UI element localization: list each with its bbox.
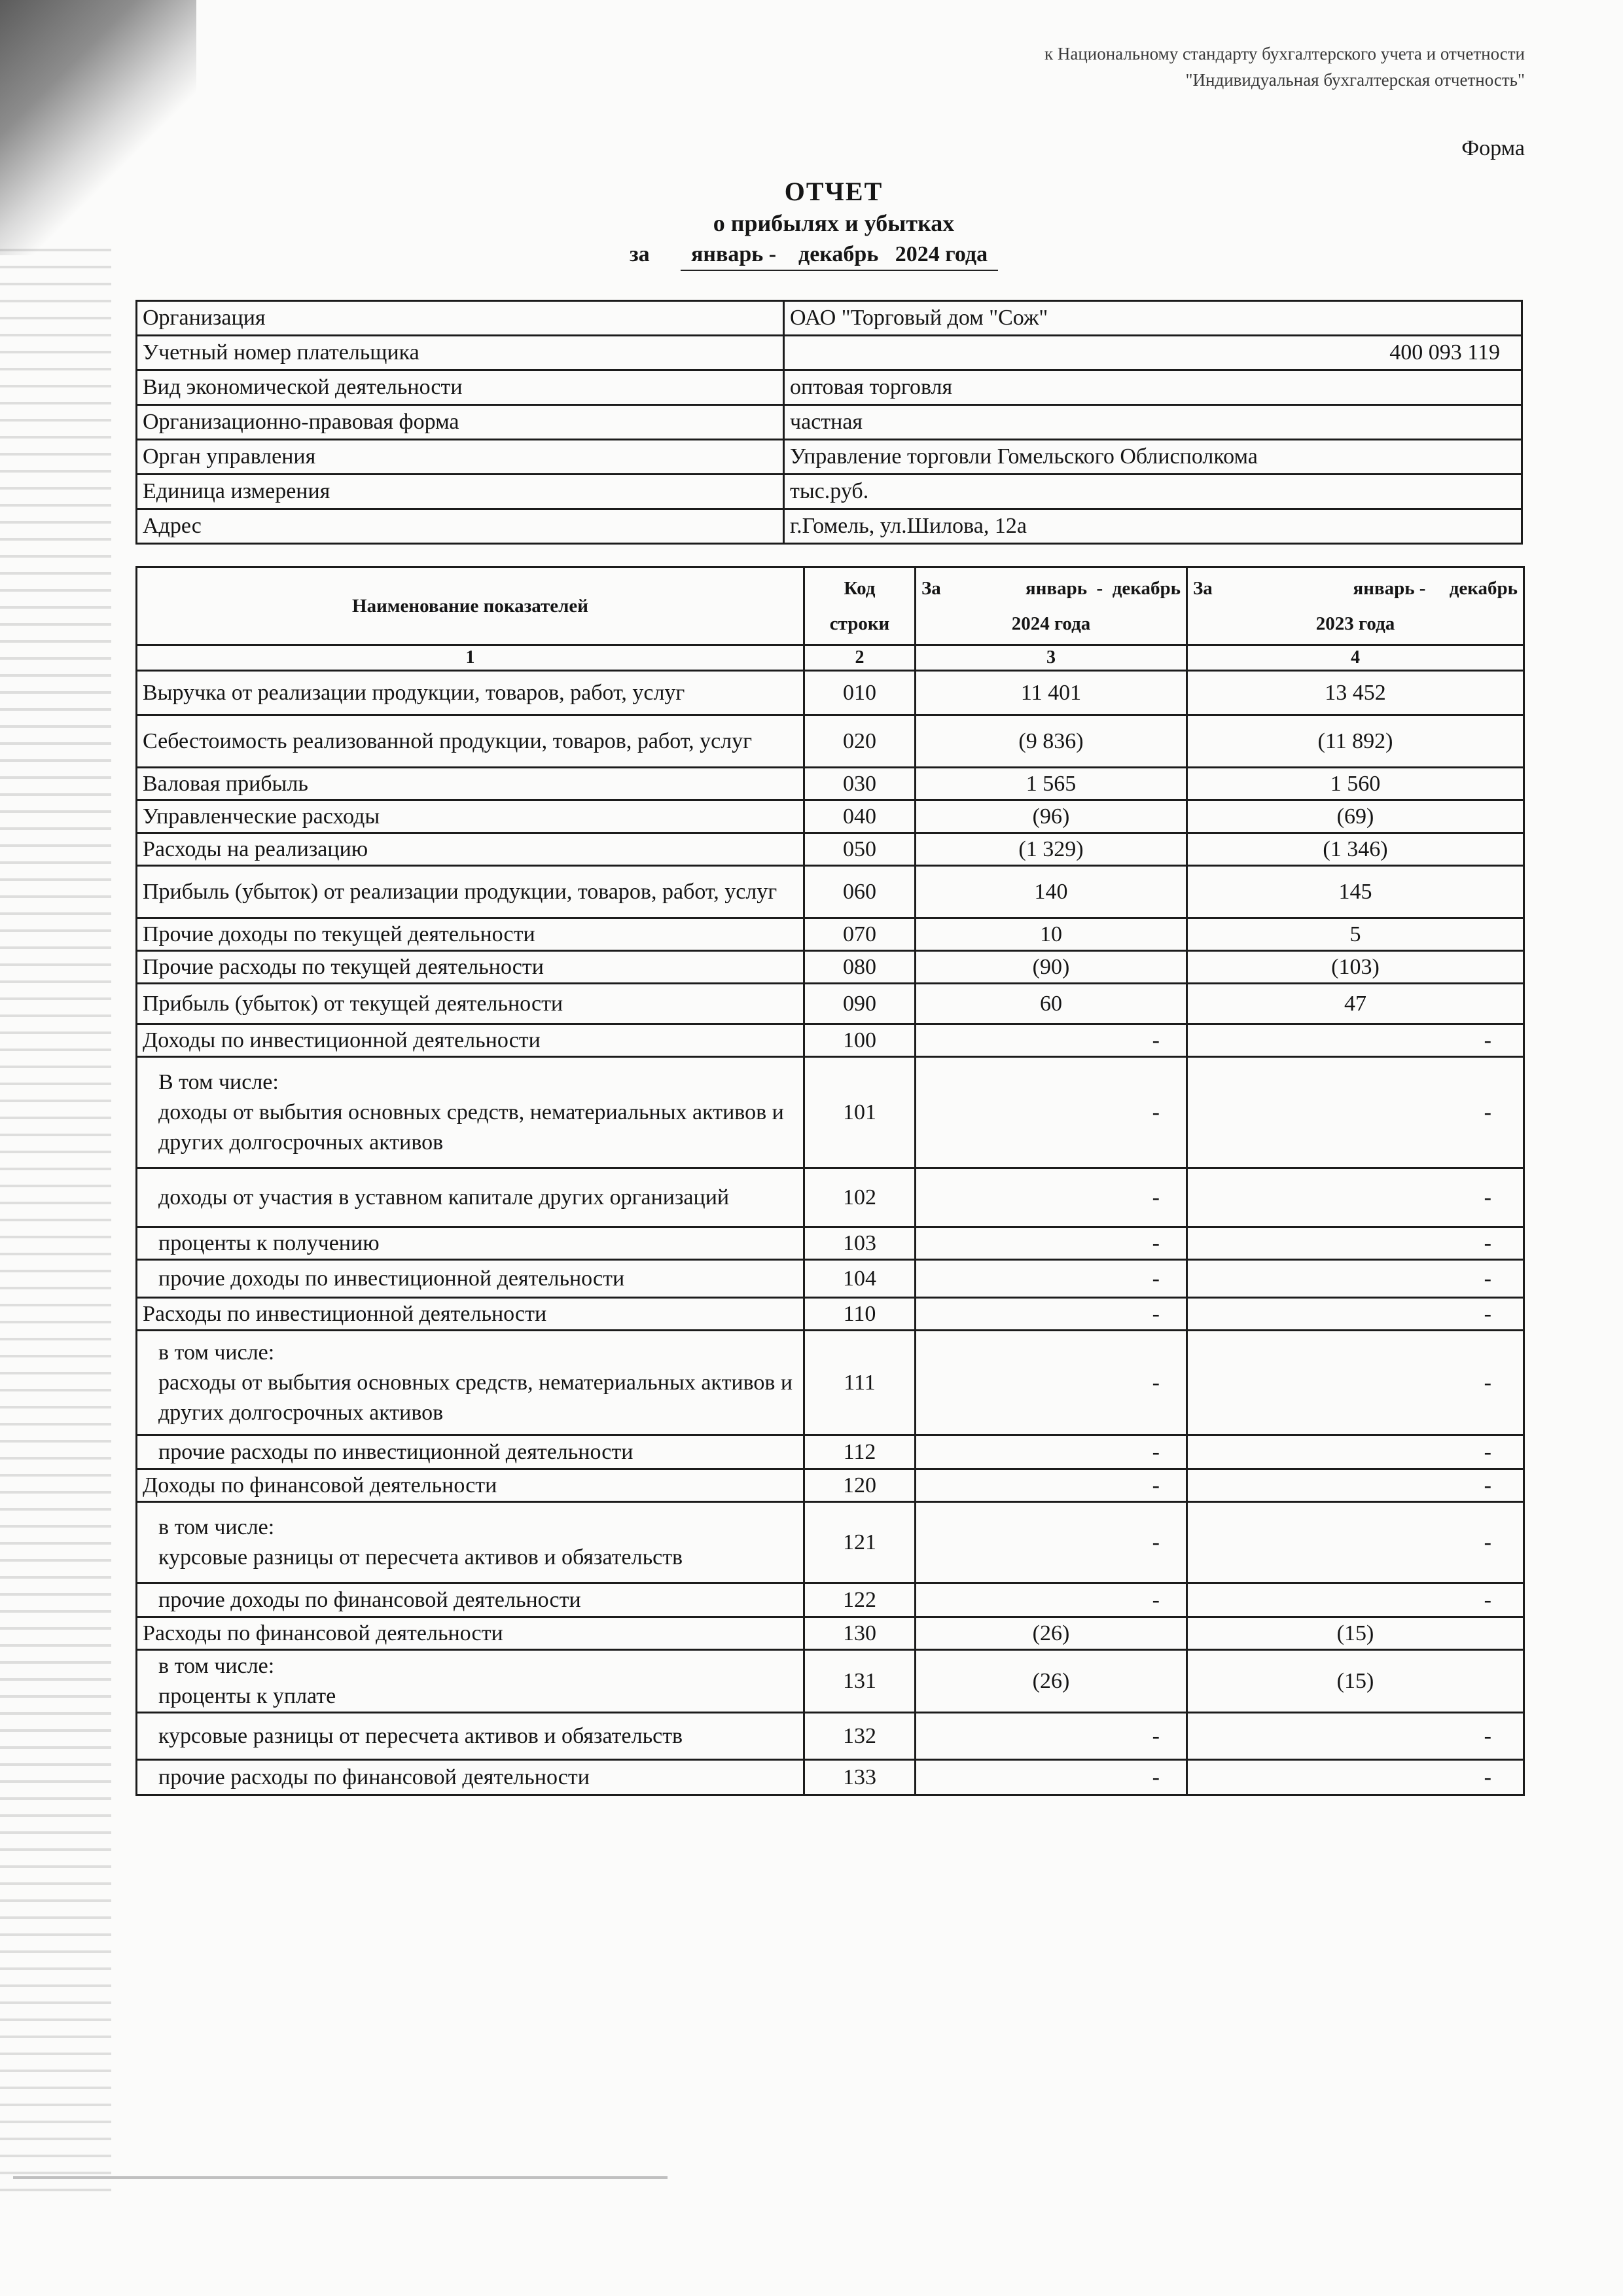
row-current-value: - (916, 1168, 1187, 1227)
row-previous-value: - (1187, 1502, 1524, 1583)
header-current-period-line (921, 571, 1181, 606)
row-indicator-name (137, 1650, 804, 1713)
table-body (137, 671, 1524, 1795)
row-indicator-name (137, 1331, 804, 1435)
scan-edge-noise (0, 249, 111, 2199)
table-row (137, 984, 1524, 1024)
table-row (137, 1298, 1524, 1331)
org-label: Учетный номер плательщика (137, 336, 784, 370)
row-label: Расходы по инвестиционной деятельности (143, 1301, 547, 1326)
period-prefix: за (630, 242, 650, 266)
header-previous-year: 2023 года (1315, 613, 1395, 634)
standard-ref-line1: к Национальному стандарту бухгалтерского учета и отчетности (1044, 44, 1525, 63)
row-current-value: 1 565 (916, 768, 1187, 800)
table-row (137, 671, 1524, 715)
row-indicator-name (137, 1713, 804, 1760)
row-label: Валовая прибыль (143, 771, 308, 796)
row-current-value: - (916, 1760, 1187, 1795)
row-previous-value: - (1187, 1469, 1524, 1502)
table-row (137, 1469, 1524, 1502)
row-subheading: в том числе: (158, 1515, 275, 1539)
row-current-value: (26) (916, 1617, 1187, 1650)
row-label: доходы от выбытия основных средств, нематериальных активов и других долгосрочных активов (158, 1100, 784, 1155)
org-row (137, 475, 1522, 509)
row-line-code: 070 (804, 918, 916, 951)
row-current-value: (26) (916, 1650, 1187, 1713)
row-line-code: 010 (804, 671, 916, 715)
row-current-value: - (916, 1331, 1187, 1435)
column-number: 3 (916, 645, 1187, 671)
row-current-value: 10 (916, 918, 1187, 951)
row-line-code: 133 (804, 1760, 916, 1795)
row-line-code: 131 (804, 1650, 916, 1713)
header-code-line1: Код (844, 578, 876, 599)
row-label: Расходы на реализацию (143, 836, 368, 861)
row-label: прочие расходы по инвестиционной деятельности (158, 1439, 633, 1464)
table-row (137, 951, 1524, 984)
row-previous-value: (15) (1187, 1650, 1524, 1713)
row-line-code: 104 (804, 1260, 916, 1298)
table-row (137, 1227, 1524, 1260)
row-current-value: - (916, 1260, 1187, 1298)
header-previous-range: январь - декабрь (1353, 578, 1518, 599)
org-row (137, 336, 1522, 370)
row-line-code: 112 (804, 1435, 916, 1469)
row-current-value: - (916, 1298, 1187, 1331)
row-line-code: 130 (804, 1617, 916, 1650)
org-label: Орган управления (137, 440, 784, 475)
row-indicator-name (137, 984, 804, 1024)
row-line-code: 132 (804, 1713, 916, 1760)
row-indicator-name (137, 1260, 804, 1298)
row-previous-value: 5 (1187, 918, 1524, 951)
row-previous-value: - (1187, 1057, 1524, 1168)
row-label: прочие расходы по финансовой деятельности (158, 1765, 590, 1789)
row-current-value: - (916, 1057, 1187, 1168)
row-previous-value: 13 452 (1187, 671, 1524, 715)
org-row (137, 509, 1522, 544)
table-row (137, 1760, 1524, 1795)
row-indicator-name (137, 1227, 804, 1260)
row-line-code: 050 (804, 833, 916, 866)
org-label: Организационно-правовая форма (137, 405, 784, 440)
standard-ref-line2: "Индивидуальная бухгалтерская отчетность" (1185, 70, 1525, 90)
row-previous-value: - (1187, 1760, 1524, 1795)
row-label: курсовые разницы от пересчета активов и обязательств (158, 1723, 683, 1748)
table-row (137, 768, 1524, 800)
table-row (137, 1650, 1524, 1713)
org-value: г.Гомель, ул.Шилова, 12а (784, 509, 1522, 544)
row-line-code: 040 (804, 800, 916, 833)
row-indicator-name (137, 1617, 804, 1650)
org-value: оптовая торговля (784, 370, 1522, 405)
row-subheading: в том числе: (158, 1340, 275, 1365)
row-label: Доходы по финансовой деятельности (143, 1473, 497, 1498)
row-indicator-name (137, 768, 804, 800)
row-indicator-name (137, 715, 804, 768)
row-indicator-name (137, 866, 804, 918)
table-row (137, 1435, 1524, 1469)
table-row (137, 1024, 1524, 1057)
org-value: Управление торговли Гомельского Облисполкома (784, 440, 1522, 475)
row-label: доходы от участия в уставном капитале других организаций (158, 1185, 730, 1210)
table-row (137, 918, 1524, 951)
table-row (137, 1502, 1524, 1583)
org-label: Единица измерения (137, 475, 784, 509)
row-line-code: 080 (804, 951, 916, 984)
row-previous-value: - (1187, 1168, 1524, 1227)
row-previous-value: (15) (1187, 1617, 1524, 1650)
row-label: Прочие расходы по текущей деятельности (143, 954, 544, 979)
row-indicator-name (137, 918, 804, 951)
org-row (137, 370, 1522, 405)
row-label: курсовые разницы от пересчета активов и обязательств (158, 1545, 683, 1570)
row-previous-value: 1 560 (1187, 768, 1524, 800)
org-label: Организация (137, 301, 784, 336)
row-previous-value: (69) (1187, 800, 1524, 833)
report-subtitle: о прибылях и убытках (713, 210, 955, 236)
header-line-code (804, 567, 916, 645)
org-value: ОАО "Торговый дом "Сож" (784, 301, 1522, 336)
org-row (137, 440, 1522, 475)
row-line-code: 122 (804, 1583, 916, 1617)
standard-reference (1044, 41, 1525, 93)
header-previous-za: За (1193, 578, 1213, 599)
row-previous-value: - (1187, 1583, 1524, 1617)
row-previous-value: 47 (1187, 984, 1524, 1024)
row-line-code: 103 (804, 1227, 916, 1260)
row-current-value: 60 (916, 984, 1187, 1024)
row-previous-value: - (1187, 1435, 1524, 1469)
table-row (137, 1168, 1524, 1227)
report-title: ОТЧЕТ (784, 177, 883, 206)
row-label: Управленческие расходы (143, 804, 380, 829)
table-row (137, 1713, 1524, 1760)
row-current-value: 140 (916, 866, 1187, 918)
row-indicator-name (137, 1057, 804, 1168)
row-line-code: 030 (804, 768, 916, 800)
table-row (137, 715, 1524, 768)
header-previous-period-line (1193, 571, 1518, 606)
table-row (137, 1057, 1524, 1168)
row-indicator-name (137, 800, 804, 833)
row-current-value: (90) (916, 951, 1187, 984)
row-label: проценты к получению (158, 1230, 380, 1255)
row-previous-value: - (1187, 1024, 1524, 1057)
header-current-za: За (921, 578, 941, 599)
row-label: Прибыль (убыток) от реализации продукции, товаров, работ, услуг (143, 879, 777, 904)
table-row (137, 833, 1524, 866)
row-current-value: - (916, 1713, 1187, 1760)
table-row (137, 1260, 1524, 1298)
header-indicator-name: Наименование показателей (137, 567, 804, 645)
header-code-line2: строки (829, 613, 890, 634)
row-label: Расходы по финансовой деятельности (143, 1621, 503, 1645)
row-indicator-name (137, 1168, 804, 1227)
row-label: Прибыль (убыток) от текущей деятельности (143, 991, 563, 1016)
org-value: 400 093 119 (784, 336, 1522, 370)
row-indicator-name (137, 1760, 804, 1795)
org-label: Вид экономической деятельности (137, 370, 784, 405)
row-current-value: - (916, 1502, 1187, 1583)
row-line-code: 111 (804, 1331, 916, 1435)
column-number-row (137, 645, 1524, 671)
row-previous-value: (103) (1187, 951, 1524, 984)
column-number: 1 (137, 645, 804, 671)
row-previous-value: (11 892) (1187, 715, 1524, 768)
row-label: Выручка от реализации продукции, товаров, работ, услуг (143, 680, 685, 705)
row-current-value: - (916, 1469, 1187, 1502)
row-indicator-name (137, 1435, 804, 1469)
row-label: Себестоимость реализованной продукции, товаров, работ, услуг (143, 728, 753, 753)
row-current-value: (96) (916, 800, 1187, 833)
row-current-value: - (916, 1024, 1187, 1057)
org-row (137, 405, 1522, 440)
row-previous-value: - (1187, 1713, 1524, 1760)
row-previous-value: - (1187, 1331, 1524, 1435)
table-row (137, 800, 1524, 833)
org-row (137, 301, 1522, 336)
form-label: Форма (1461, 136, 1525, 160)
row-indicator-name (137, 951, 804, 984)
row-subheading: В том числе: (158, 1069, 279, 1094)
organization-info-table (135, 300, 1523, 545)
header-current-period (916, 567, 1187, 645)
column-number: 4 (1187, 645, 1524, 671)
row-line-code: 102 (804, 1168, 916, 1227)
row-current-value: 11 401 (916, 671, 1187, 715)
header-current-year: 2024 года (1011, 613, 1091, 634)
table-row (137, 1617, 1524, 1650)
row-previous-value: (1 346) (1187, 833, 1524, 866)
header-previous-period (1187, 567, 1524, 645)
row-line-code: 121 (804, 1502, 916, 1583)
row-line-code: 060 (804, 866, 916, 918)
row-current-value: (1 329) (916, 833, 1187, 866)
org-value: тыс.руб. (784, 475, 1522, 509)
row-line-code: 120 (804, 1469, 916, 1502)
row-current-value: (9 836) (916, 715, 1187, 768)
row-current-value: - (916, 1583, 1187, 1617)
row-label: проценты к уплате (158, 1683, 336, 1708)
row-indicator-name (137, 671, 804, 715)
table-row (137, 1583, 1524, 1617)
row-line-code: 110 (804, 1298, 916, 1331)
row-current-value: - (916, 1435, 1187, 1469)
row-indicator-name (137, 1469, 804, 1502)
profit-loss-table (135, 566, 1525, 1796)
row-label: Доходы по инвестиционной деятельности (143, 1028, 541, 1052)
column-number: 2 (804, 645, 916, 671)
row-previous-value: - (1187, 1227, 1524, 1260)
row-indicator-name (137, 1024, 804, 1057)
row-previous-value: - (1187, 1298, 1524, 1331)
table-row (137, 1331, 1524, 1435)
org-label: Адрес (137, 509, 784, 544)
row-current-value: - (916, 1227, 1187, 1260)
row-previous-value: 145 (1187, 866, 1524, 918)
header-current-range: январь - декабрь (1026, 578, 1181, 599)
scan-bottom-line (13, 2176, 668, 2179)
report-title-block (0, 175, 1623, 238)
row-label: расходы от выбытия основных средств, нематериальных активов и других долгосрочных активов (158, 1370, 793, 1425)
table-header-row (137, 567, 1524, 645)
row-previous-value: - (1187, 1260, 1524, 1298)
row-label: прочие доходы по инвестиционной деятельности (158, 1266, 625, 1291)
row-label: Прочие доходы по текущей деятельности (143, 922, 535, 946)
row-label: прочие доходы по финансовой деятельности (158, 1587, 581, 1612)
row-line-code: 100 (804, 1024, 916, 1057)
row-line-code: 090 (804, 984, 916, 1024)
row-indicator-name (137, 1502, 804, 1583)
row-indicator-name (137, 1583, 804, 1617)
row-indicator-name (137, 833, 804, 866)
org-value: частная (784, 405, 1522, 440)
row-subheading: в том числе: (158, 1653, 275, 1678)
row-indicator-name (137, 1298, 804, 1331)
table-row (137, 866, 1524, 918)
report-period (630, 242, 998, 272)
row-line-code: 020 (804, 715, 916, 768)
row-line-code: 101 (804, 1057, 916, 1168)
period-range: январь - декабрь 2024 года (681, 242, 998, 271)
